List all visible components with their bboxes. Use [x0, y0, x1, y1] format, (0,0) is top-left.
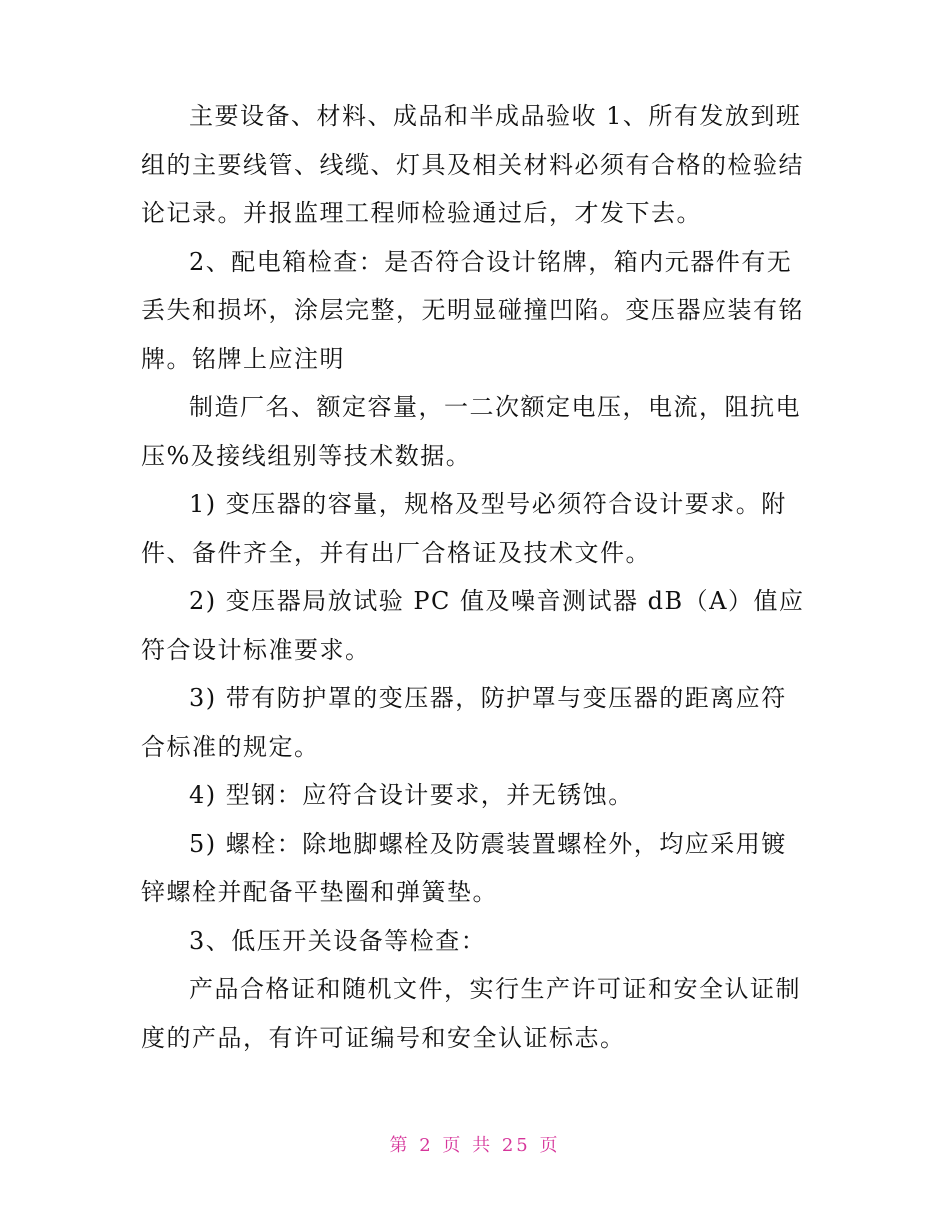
paragraph-item-5: 5) 螺栓：除地脚螺栓及防震装置螺栓外，均应采用镀锌螺栓并配备平垫圈和弹簧垫。 [141, 829, 787, 906]
paragraph-certificate: 产品合格证和随机文件，实行生产许可证和安全认证制度的产品，有许可证编号和安全认证标志。 [141, 975, 801, 1052]
page-footer [0, 1132, 950, 1160]
page-number: 第 2 页 共 25 页 [389, 1135, 561, 1156]
paragraph-item-4: 4) 型钢：应符合设计要求，并无锈蚀。 [189, 781, 634, 809]
paragraph-distribution-box: 2、配电箱检查：是否符合设计铭牌，箱内元器件有无丢失和损坏，涂层完整，无明显碰撞凹陷。变压器应装有铭牌。铭牌上应注明 [141, 247, 804, 373]
document-body [141, 92, 811, 1062]
paragraph-item-2: 2) 变压器局放试验 PC 值及噪音测试器 dB（A）值应符合设计标准要求。 [141, 587, 805, 664]
paragraph-low-voltage: 3、低压开关设备等检查： [189, 926, 487, 955]
paragraph-nameplate-info: 制造厂名、额定容量，一二次额定电压，电流，阻抗电压%及接线组别等技术数据。 [141, 393, 801, 470]
paragraph-acceptance: 主要设备、材料、成品和半成品验收 1、所有发放到班组的主要线管、线缆、灯具及相关材料必须有合格的检验结论记录。并报监理工程师检验通过后，才发下去。 [141, 102, 804, 227]
paragraph-item-1: 1) 变压器的容量，规格及型号必须符合设计要求。附件、备件齐全，并有出厂合格证及技术文件。 [141, 490, 787, 567]
paragraph-item-3: 3) 带有防护罩的变压器，防护罩与变压器的距离应符合标准的规定。 [141, 684, 787, 761]
